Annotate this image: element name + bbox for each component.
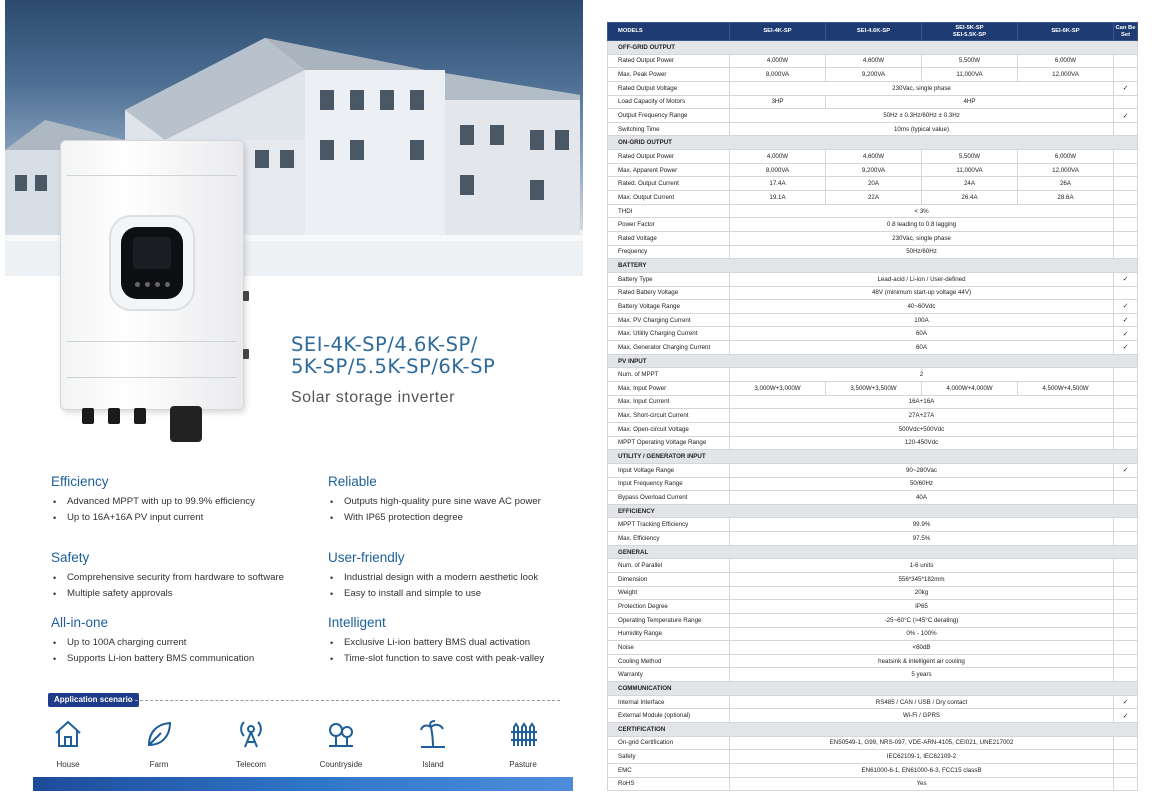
spec-empty-cell — [1114, 572, 1138, 586]
spec-empty-cell — [1114, 559, 1138, 573]
feature-title: All-in-one — [51, 615, 109, 630]
spec-value: 5 years — [730, 668, 1114, 682]
spec-value: 8,000VA — [730, 68, 826, 82]
spec-value: 26.4A — [922, 191, 1018, 205]
check-icon: ✓ — [1114, 109, 1138, 123]
spec-value: 10ms (typical value) — [730, 122, 1114, 136]
app-item-label: House — [56, 760, 80, 769]
fence-icon — [507, 718, 539, 750]
spec-label: Input Frequency Range — [608, 477, 730, 491]
feature-safety — [51, 550, 321, 602]
feature-item: • Advanced MPPT with up to 99.9% efficiency — [51, 494, 321, 510]
spec-row — [608, 477, 1138, 491]
check-icon: ✓ — [1114, 341, 1138, 355]
spec-value: 11,000VA — [922, 163, 1018, 177]
app-item-island — [403, 718, 463, 772]
spec-empty-cell — [1114, 231, 1138, 245]
spec-empty-cell — [1114, 668, 1138, 682]
spec-row — [608, 286, 1138, 300]
spec-value: heatsink & intelligent air cooling — [730, 654, 1114, 668]
spec-row — [608, 272, 1138, 286]
leaf-icon — [143, 718, 175, 750]
house-icon — [52, 718, 84, 750]
spec-value: 4,500W+4,500W — [1018, 382, 1114, 396]
check-icon: ✓ — [1114, 300, 1138, 314]
spec-empty-cell — [1114, 600, 1138, 614]
connector-icon — [134, 408, 146, 424]
spec-empty-cell — [1114, 736, 1138, 750]
spec-section-row — [608, 545, 1138, 559]
spec-value: 27A+27A — [730, 409, 1114, 423]
header-model: SEI-4.6K-SP — [826, 23, 922, 41]
spec-label: Max. PV Charging Current — [608, 313, 730, 327]
spec-label: Switching Time — [608, 122, 730, 136]
feature-item: • Outputs high-quality pure sine wave AC power — [328, 494, 598, 510]
spec-row — [608, 300, 1138, 314]
spec-empty-cell — [1114, 518, 1138, 532]
spec-label: Warranty — [608, 668, 730, 682]
spec-value: 1-6 units — [730, 559, 1114, 573]
spec-value: 3,500W+3,500W — [826, 382, 922, 396]
connector-icon — [108, 408, 120, 424]
spec-label: Load Capacity of Motors — [608, 95, 730, 109]
spec-value: 48V (minimum start-up voltage 44V) — [730, 286, 1114, 300]
spec-empty-cell — [1114, 654, 1138, 668]
spec-empty-cell — [1114, 627, 1138, 641]
feature-item: • Time-slot function to save cost with peak-valley — [328, 651, 598, 667]
spec-label: Max. Open-circuit Voltage — [608, 422, 730, 436]
spec-empty-cell — [1114, 204, 1138, 218]
check-icon: ✓ — [1114, 81, 1138, 95]
spec-section-row — [608, 136, 1138, 150]
spec-empty-cell — [1114, 532, 1138, 546]
spec-label: Max. Short-circuit Current — [608, 409, 730, 423]
spec-section-row — [608, 504, 1138, 518]
spec-value: 11,000VA — [922, 68, 1018, 82]
spec-value: 4,600W — [826, 150, 922, 164]
spec-value: 40~60Vdc — [730, 300, 1114, 314]
spec-section-title: CERTIFICATION — [608, 723, 1138, 737]
inverter-display-panel — [109, 215, 195, 311]
spec-header-row — [608, 23, 1138, 41]
spec-value: 19.1A — [730, 191, 826, 205]
spec-label: Max. Input Power — [608, 382, 730, 396]
spec-value: 4,000W — [730, 150, 826, 164]
spec-value: 5,500W — [922, 54, 1018, 68]
spec-label: Cooling Method — [608, 654, 730, 668]
spec-row — [608, 627, 1138, 641]
spec-label: Battery Voltage Range — [608, 300, 730, 314]
spec-value: 16A+16A — [730, 395, 1114, 409]
spec-section-title: PV INPUT — [608, 354, 1138, 368]
spec-label: Max. Output Current — [608, 191, 730, 205]
spec-value: 4,600W — [826, 54, 922, 68]
check-icon: ✓ — [1114, 313, 1138, 327]
spec-label: Max. Utility Charging Current — [608, 327, 730, 341]
spec-empty-cell — [1114, 395, 1138, 409]
spec-empty-cell — [1114, 191, 1138, 205]
spec-label: Battery Type — [608, 272, 730, 286]
spec-row — [608, 559, 1138, 573]
application-scenario-label: Application scenario — [48, 693, 139, 707]
spec-row — [608, 395, 1138, 409]
spec-value: 230Vac, single phase — [730, 81, 1114, 95]
spec-value: 50Hz ± 0.3Hz/60Hz ± 0.3Hz — [730, 109, 1114, 123]
spec-empty-cell — [1114, 163, 1138, 177]
header-model: SEI-6K-SP — [1018, 23, 1114, 41]
spec-row — [608, 532, 1138, 546]
spec-empty-cell — [1114, 68, 1138, 82]
feature-title: User-friendly — [328, 550, 405, 565]
spec-label: Rated Voltage — [608, 231, 730, 245]
inverter-product-image — [60, 140, 244, 410]
spec-empty-cell — [1114, 750, 1138, 764]
spec-row — [608, 68, 1138, 82]
spec-row — [608, 231, 1138, 245]
header-can-be-set: Can Be Set — [1114, 23, 1138, 41]
trees-icon — [325, 718, 357, 750]
spec-label: Frequency — [608, 245, 730, 259]
spec-label: Num. of MPPT — [608, 368, 730, 382]
spec-value: 100A — [730, 313, 1114, 327]
spec-row — [608, 409, 1138, 423]
spec-value: 3,000W+3,000W — [730, 382, 826, 396]
spec-row — [608, 54, 1138, 68]
spec-value: 5,500W — [922, 150, 1018, 164]
spec-value: 12,000VA — [1018, 68, 1114, 82]
spec-value: 9,200VA — [826, 163, 922, 177]
spec-row — [608, 163, 1138, 177]
spec-section-row — [608, 450, 1138, 464]
spec-label: Safety — [608, 750, 730, 764]
spec-section-row — [608, 682, 1138, 696]
spec-row — [608, 382, 1138, 396]
spec-value: RS485 / CAN / USB / Dry contact — [730, 695, 1114, 709]
spec-empty-cell — [1114, 422, 1138, 436]
spec-row — [608, 641, 1138, 655]
spec-empty-cell — [1114, 613, 1138, 627]
spec-row — [608, 436, 1138, 450]
app-item-pasture — [493, 718, 553, 772]
app-item-label: Telecom — [236, 760, 266, 769]
check-icon: ✓ — [1114, 709, 1138, 723]
spec-value: 6,000W — [1018, 150, 1114, 164]
spec-label: Internal Interface — [608, 695, 730, 709]
spec-empty-cell — [1114, 586, 1138, 600]
spec-section-title: OFF-GRID OUTPUT — [608, 41, 1138, 55]
spec-row — [608, 668, 1138, 682]
spec-value: 50Hz/60Hz — [730, 245, 1114, 259]
spec-row — [608, 586, 1138, 600]
spec-empty-cell — [1114, 95, 1138, 109]
spec-value: Lead-acid / Li-ion / User-defined — [730, 272, 1114, 286]
feature-item: • Industrial design with a modern aesthetic look — [328, 570, 598, 586]
spec-label: Rated Output Voltage — [608, 81, 730, 95]
app-item-label: Farm — [149, 760, 169, 769]
spec-value: -25~60°C (>45°C derating) — [730, 613, 1114, 627]
spec-row — [608, 95, 1138, 109]
spec-value: 0.8 leading to 0.8 lagging — [730, 218, 1114, 232]
spec-empty-cell — [1114, 641, 1138, 655]
spec-section-title: BATTERY — [608, 259, 1138, 273]
feature-item: • Up to 16A+16A PV input current — [51, 510, 321, 526]
spec-empty-cell — [1114, 491, 1138, 505]
spec-row — [608, 572, 1138, 586]
app-item-label: Pasture — [509, 760, 537, 769]
spec-label: Bypass Overload Current — [608, 491, 730, 505]
connector-icon — [82, 408, 94, 424]
spec-row — [608, 122, 1138, 136]
spec-label: Output Frequency Range — [608, 109, 730, 123]
spec-row — [608, 613, 1138, 627]
spec-label: Input Voltage Range — [608, 463, 730, 477]
spec-value: 4,000W+4,000W — [922, 382, 1018, 396]
spec-label: Rated Output Power — [608, 54, 730, 68]
check-icon: ✓ — [1114, 327, 1138, 341]
spec-value: <60dB — [730, 641, 1114, 655]
spec-label: Operating Temperature Range — [608, 613, 730, 627]
palm-icon — [417, 718, 449, 750]
spec-empty-cell — [1114, 122, 1138, 136]
header-models: MODELS — [608, 23, 730, 41]
spec-row — [608, 191, 1138, 205]
cable-gland-icon — [170, 406, 202, 442]
spec-value: 99.9% — [730, 518, 1114, 532]
spec-value: 4HP — [826, 95, 1114, 109]
spec-row — [608, 518, 1138, 532]
divider — [130, 700, 560, 701]
spec-value: 8,000VA — [730, 163, 826, 177]
spec-row — [608, 463, 1138, 477]
spec-row — [608, 327, 1138, 341]
spec-table — [607, 22, 1138, 791]
spec-empty-cell — [1114, 54, 1138, 68]
spec-row — [608, 777, 1138, 791]
feature-item: • Exclusive Li-ion battery BMS dual activation — [328, 635, 598, 651]
check-icon: ✓ — [1114, 463, 1138, 477]
spec-label: Protection Degree — [608, 600, 730, 614]
spec-row — [608, 204, 1138, 218]
spec-row — [608, 491, 1138, 505]
spec-label: Max. Generator Charging Current — [608, 341, 730, 355]
app-item-label: Countryside — [319, 760, 363, 769]
feature-item: • Up to 100A charging current — [51, 635, 321, 651]
spec-label: Rated Output Power — [608, 150, 730, 164]
spec-label: Rated. Output Current — [608, 177, 730, 191]
spec-label: MPPT Tracking Efficiency — [608, 518, 730, 532]
feature-reliable — [328, 474, 598, 526]
spec-label: Noise — [608, 641, 730, 655]
spec-value: 500Vdc+500Vdc — [730, 422, 1114, 436]
spec-row — [608, 750, 1138, 764]
spec-row — [608, 422, 1138, 436]
spec-empty-cell — [1114, 368, 1138, 382]
spec-empty-cell — [1114, 177, 1138, 191]
spec-empty-cell — [1114, 409, 1138, 423]
header-model: SEI-4K-SP — [730, 23, 826, 41]
spec-row — [608, 218, 1138, 232]
spec-value: 60A — [730, 341, 1114, 355]
spec-value: 50/60Hz — [730, 477, 1114, 491]
feature-title: Reliable — [328, 474, 377, 489]
feature-item: • With IP65 protection degree — [328, 510, 598, 526]
feature-item: • Multiple safety approvals — [51, 586, 321, 602]
antenna-icon — [235, 718, 267, 750]
feature-title: Efficiency — [51, 474, 109, 489]
spec-value: 4,000W — [730, 54, 826, 68]
spec-empty-cell — [1114, 763, 1138, 777]
spec-row — [608, 313, 1138, 327]
app-item-telecom — [221, 718, 281, 772]
spec-row — [608, 654, 1138, 668]
spec-value: 90~280Vac — [730, 463, 1114, 477]
spec-label: External Module (optional) — [608, 709, 730, 723]
spec-value: 2 — [730, 368, 1114, 382]
app-item-farm — [129, 718, 189, 772]
spec-empty-cell — [1114, 477, 1138, 491]
spec-section-row — [608, 354, 1138, 368]
spec-value: IEC62109-1, IEC62109-2 — [730, 750, 1114, 764]
spec-section-title: COMMUNICATION — [608, 682, 1138, 696]
spec-value: 120-450Vdc — [730, 436, 1114, 450]
spec-label: Rated Battery Voltage — [608, 286, 730, 300]
lcd-screen — [133, 237, 171, 269]
spec-section-title: GENERAL — [608, 545, 1138, 559]
spec-label: Weight — [608, 586, 730, 600]
spec-row — [608, 709, 1138, 723]
feature-title: Intelligent — [328, 615, 386, 630]
app-item-countryside — [311, 718, 371, 772]
spec-label: Max. Input Current — [608, 395, 730, 409]
spec-value: 17.4A — [730, 177, 826, 191]
product-subtitle: Solar storage inverter — [291, 389, 455, 406]
spec-label: Dimension — [608, 572, 730, 586]
spec-value: 9,200VA — [826, 68, 922, 82]
spec-value: 22A — [826, 191, 922, 205]
header-model: SEI-5K-SP SEI-5.5K-SP — [922, 23, 1018, 41]
feature-item: • Supports Li-ion battery BMS communication — [51, 651, 321, 667]
spec-row — [608, 736, 1138, 750]
spec-value: 28.6A — [1018, 191, 1114, 205]
spec-row — [608, 600, 1138, 614]
spec-section-row — [608, 41, 1138, 55]
spec-label: On-grid Certification — [608, 736, 730, 750]
feature-item: • Easy to install and simple to use — [328, 586, 598, 602]
spec-value: IP65 — [730, 600, 1114, 614]
spec-section-row — [608, 259, 1138, 273]
spec-row — [608, 763, 1138, 777]
decorative-bar — [33, 777, 573, 791]
spec-section-title: ON-GRID OUTPUT — [608, 136, 1138, 150]
spec-empty-cell — [1114, 150, 1138, 164]
spec-value: Yes — [730, 777, 1114, 791]
spec-value: EN50549-1, G99, NRS-097, VDE-ARN-4105, CEI021, UNE217002 — [730, 736, 1114, 750]
spec-label: THDI — [608, 204, 730, 218]
spec-row — [608, 177, 1138, 191]
spec-value: EN61000-6-1, EN61000-6-3, FCC15 classB — [730, 763, 1114, 777]
spec-value: 556*345*182mm — [730, 572, 1114, 586]
spec-value: Wi-Fi / GPRS — [730, 709, 1114, 723]
app-item-house — [38, 718, 98, 772]
feature-efficiency — [51, 474, 321, 526]
spec-value: 26A — [1018, 177, 1114, 191]
spec-value: 20A — [826, 177, 922, 191]
spec-label: RoHS — [608, 777, 730, 791]
spec-row — [608, 695, 1138, 709]
spec-empty-cell — [1114, 218, 1138, 232]
product-title-line1: SEI-4K-SP/4.6K-SP/ — [291, 333, 478, 356]
spec-value: 60A — [730, 327, 1114, 341]
spec-value: 6,000W — [1018, 54, 1114, 68]
spec-label: EMC — [608, 763, 730, 777]
spec-label: Max. Efficiency — [608, 532, 730, 546]
spec-row — [608, 109, 1138, 123]
spec-label: Num. of Parallel — [608, 559, 730, 573]
spec-label: Max. Peak Power — [608, 68, 730, 82]
spec-section-row — [608, 723, 1138, 737]
spec-row — [608, 245, 1138, 259]
spec-value: 230Vac, single phase — [730, 231, 1114, 245]
app-item-label: Island — [422, 760, 444, 769]
feature-title: Safety — [51, 550, 90, 565]
spec-value: 3HP — [730, 95, 826, 109]
spec-row — [608, 368, 1138, 382]
spec-row — [608, 81, 1138, 95]
spec-value: < 3% — [730, 204, 1114, 218]
spec-value: 0% - 100% — [730, 627, 1114, 641]
spec-value: 20kg — [730, 586, 1114, 600]
feature-user-friendly — [328, 550, 598, 602]
spec-empty-cell — [1114, 382, 1138, 396]
check-icon: ✓ — [1114, 695, 1138, 709]
check-icon: ✓ — [1114, 272, 1138, 286]
feature-item: • Comprehensive security from hardware to software — [51, 570, 321, 586]
feature-intelligent — [328, 615, 598, 667]
product-title-line2: 5K-SP/5.5K-SP/6K-SP — [291, 355, 496, 378]
spec-empty-cell — [1114, 436, 1138, 450]
spec-label: Power Factor — [608, 218, 730, 232]
spec-label: Humidity Range — [608, 627, 730, 641]
spec-empty-cell — [1114, 777, 1138, 791]
spec-value: 40A — [730, 491, 1114, 505]
spec-row — [608, 150, 1138, 164]
spec-row — [608, 341, 1138, 355]
spec-label: Max. Apparent Power — [608, 163, 730, 177]
spec-value: 24A — [922, 177, 1018, 191]
spec-label: MPPT Operating Voltage Range — [608, 436, 730, 450]
spec-value: 97.5% — [730, 532, 1114, 546]
spec-empty-cell — [1114, 245, 1138, 259]
feature-all-in-one — [51, 615, 321, 667]
spec-section-title: UTILITY / GENERATOR INPUT — [608, 450, 1138, 464]
spec-section-title: EFFICIENCY — [608, 504, 1138, 518]
spec-empty-cell — [1114, 286, 1138, 300]
spec-value: 12,000VA — [1018, 163, 1114, 177]
